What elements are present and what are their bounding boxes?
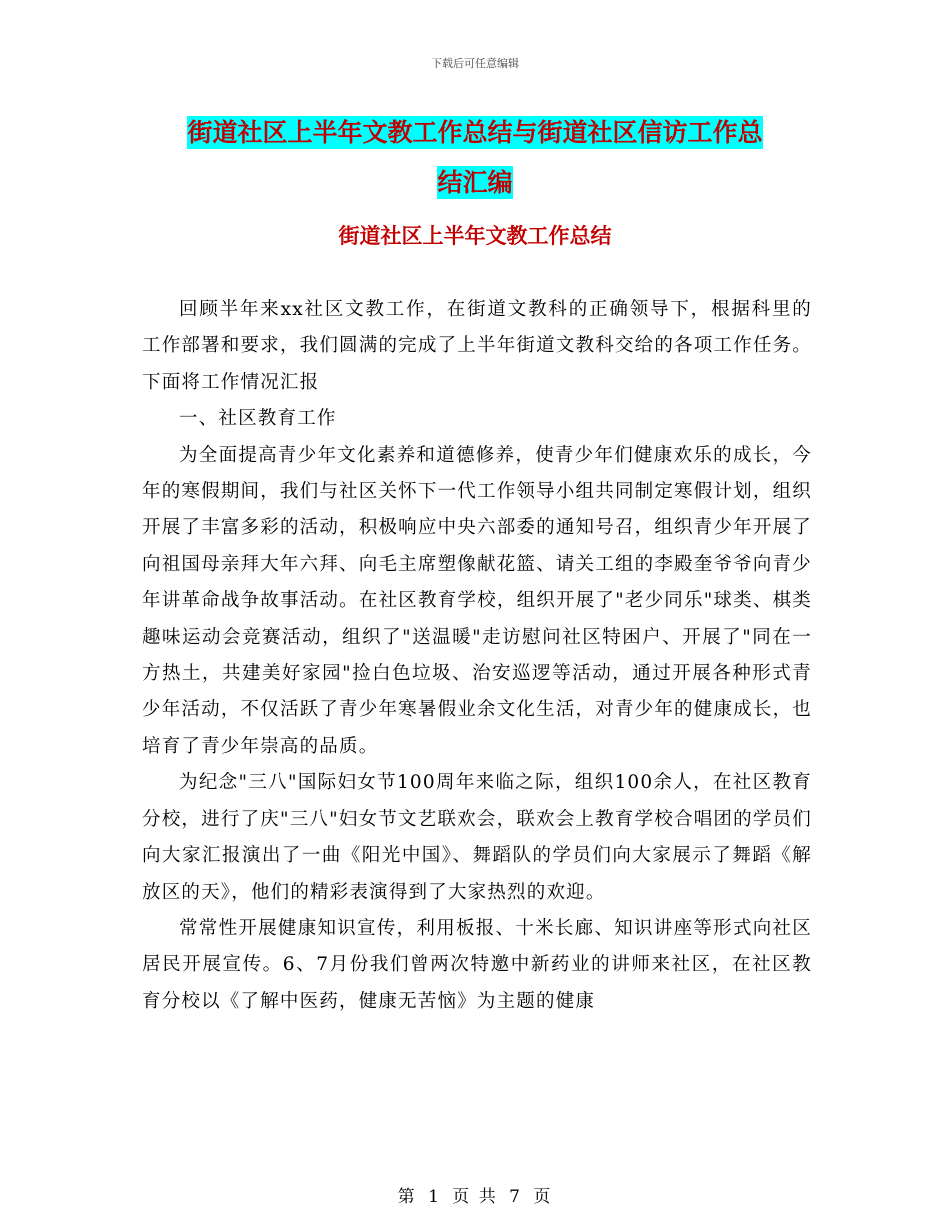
paragraph-intro: 回顾半年来xx社区文教工作，在街道文教科的正确领导下，根据科里的工作部署和要求，我们圆满的完成了上半年街道文教科交给的各项工作任务。下面将工作情况汇报 [142,299,812,393]
main-title-line-1: 街道社区上半年文教工作总结与街道社区信访工作总 [187,118,763,147]
paragraph-heading-1: 一、社区教育工作 [179,408,337,430]
page-footer [0,1182,950,1207]
footer-page-number: 1 [428,1187,441,1207]
section-title: 街道社区上半年文教工作总结 [338,224,612,248]
main-title-line-2: 结汇编 [437,168,513,197]
footer-total-pages: 7 [509,1187,522,1207]
paragraph-womens-day: 为纪念"三八"国际妇女节100周年来临之际，组织100余人，在社区教育分校，进行了庆"三八"妇女节文艺联欢会，联欢会上教育学校合唱团的学员们向大家汇报演出了一曲《阳光中国》、舞蹈队的学员们向大家展示了舞蹈《解放区的天》，他们的精彩表演得到了大家热烈的欢迎。 [142,772,812,903]
footer-suffix: 页 [533,1187,553,1207]
paragraph-health-promotion: 常常性开展健康知识宣传，利用板报、十米长廊、知识讲座等形式向社区居民开展宣传。6、7月份我们曾两次特邀中新药业的讲师来社区，在社区教育分校以《了解中医药，健康无苦恼》为主题的健康 [142,917,812,1012]
header-note: 下载后可任意编辑 [431,57,519,70]
footer-middle: 页 共 [452,1187,498,1207]
paragraph-youth-activities: 为全面提高青少年文化素养和道德修养，使青少年们健康欢乐的成长，今年的寒假期间，我们与社区关怀下一代工作领导小组共同制定寒假计划，组织开展了丰富多彩的活动，积极响应中央六部委的通知号召，组织青少年开展了向祖国母亲拜大年六拜、向毛主席塑像献花篮、请关工组的李殿奎爷爷向青少年讲革命战争故事活动。在社区教育学校，组织开展了"老少同乐"球类、棋类趣味运动会竞赛活动，组织了"送温暖"走访慰问社区特困户、开展了"同在一方热土，共建美好家园"捡白色垃圾、治安巡逻等活动，通过开展各种形式青少年活动，不仅活跃了青少年寒暑假业余文化生活，对青少年的健康成长，也培育了青少年崇高的品质。 [142,444,812,757]
main-title [150,108,800,208]
footer-prefix: 第 [397,1187,417,1207]
body-text [142,292,812,1020]
